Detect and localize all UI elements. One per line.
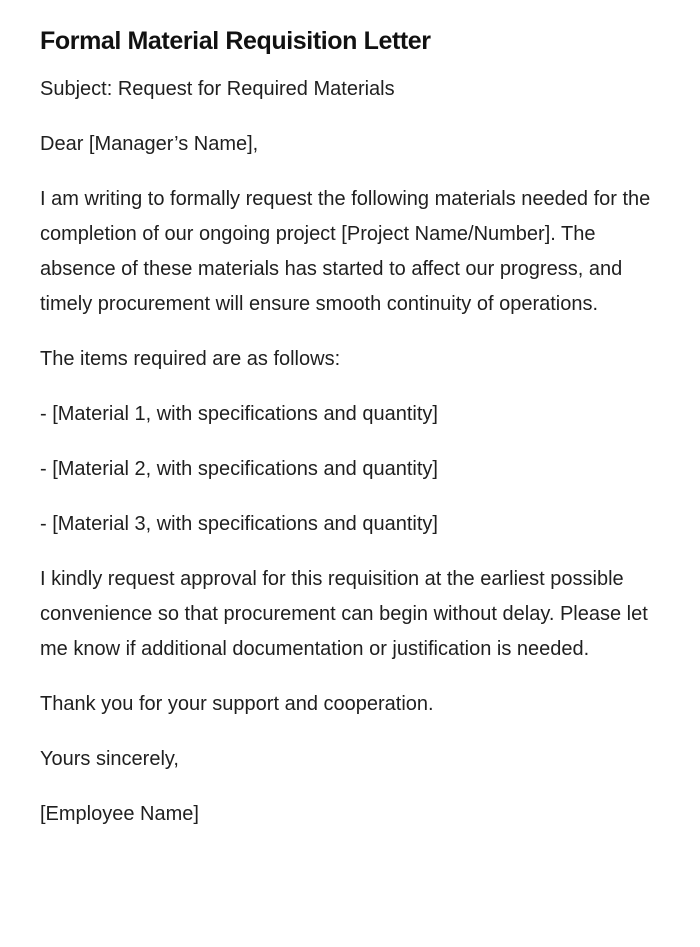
signature-line: [Employee Name] xyxy=(40,803,199,825)
thanks-line: Thank you for your support and cooperation. xyxy=(40,693,434,715)
list-item: - [Material 1, with specifications and quantity] xyxy=(40,403,438,425)
subject-line: Subject: Request for Required Materials xyxy=(40,78,395,100)
items-intro: The items required are as follows: xyxy=(40,348,341,370)
materials-list xyxy=(40,397,660,542)
letter-title: Formal Material Requisition Letter xyxy=(40,27,431,55)
closing-line: Yours sincerely, xyxy=(40,748,179,770)
list-item: - [Material 2, with specifications and quantity] xyxy=(40,458,438,480)
intro-paragraph: I am writing to formally request the following materials needed for the completion of our ongoing project [Project Name/Number]. The absence of these materials has started to affect our progress, and timely procurement will ensure smooth continuity of operations. xyxy=(40,188,651,315)
salutation: Dear [Manager’s Name], xyxy=(40,133,259,155)
list-item: - [Material 3, with specifications and quantity] xyxy=(40,513,438,535)
request-paragraph: I kindly request approval for this requisition at the earliest possible convenience so that procurement can begin without delay. Please let me know if additional documentation or justification is needed. xyxy=(40,568,648,660)
